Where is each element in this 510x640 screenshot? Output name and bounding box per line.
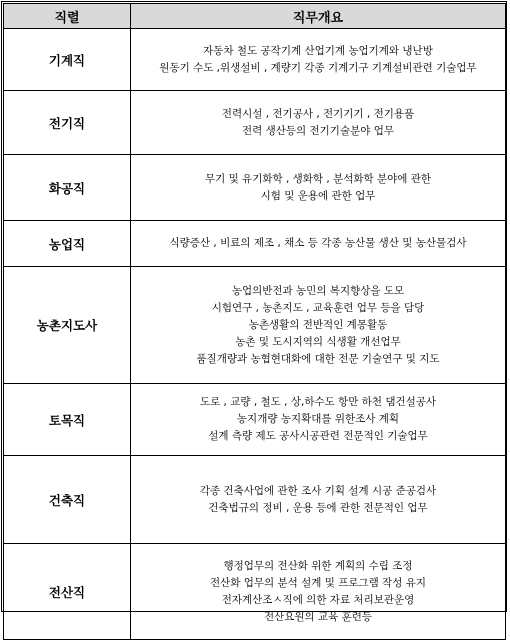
job-name: 전산직 — [4, 544, 131, 640]
job-table-frame — [1, 1, 507, 623]
overview-line: 전력 생산등의 전기기술분야 업무 — [241, 124, 394, 137]
overview-line: 농지개량 농지확대를 위한조사 계획 — [236, 413, 400, 425]
job-name: 농촌지도사 — [4, 267, 131, 384]
job-overview — [131, 91, 506, 155]
job-overview — [131, 544, 506, 640]
job-name: 전기직 — [4, 91, 131, 155]
job-overview — [131, 221, 506, 267]
job-overview — [131, 155, 506, 221]
overview-line: 농촌 및 도시지역의 식생활 개선업무 — [235, 335, 401, 348]
overview-line: 자동차 철도 공작기계 산업기계 농업기계와 냉난방 — [203, 44, 433, 57]
job-description-table — [3, 3, 506, 640]
overview-line: 농촌생활의 전반적인 계몽활동 — [248, 318, 388, 331]
overview-line: 식량증산 , 비료의 제조 , 채소 등 각종 농산물 생산 및 농산물검사 — [169, 237, 467, 249]
overview-line: 전력시설 , 전기공사 , 전기기기 , 전기용품 — [221, 107, 415, 120]
job-overview — [131, 267, 506, 384]
job-overview — [131, 384, 506, 456]
overview-line: 원동기 수도 ,위생설비 , 계량기 각종 기계기구 기계설비관련 기술업무 — [159, 61, 477, 74]
job-name: 토목직 — [4, 384, 131, 456]
table-row — [4, 267, 506, 384]
table-row — [4, 384, 506, 456]
overview-line: 전산요원의 교육 훈련등 — [263, 610, 373, 623]
overview-line: 무기 및 유기화학 , 생화학 , 분석화학 분야에 관한 — [204, 172, 432, 185]
overview-line: 각종 건축사업에 관한 조사 기획 설계 시공 준공검사 — [199, 484, 437, 497]
overview-line: 품질개량과 농협현대화에 대한 전문 기술연구 및 지도 — [196, 352, 440, 365]
overview-line: 건축법규의 정비 , 운용 등에 관한 전문적인 업무 — [208, 501, 428, 514]
job-name: 농업직 — [4, 221, 131, 267]
table-row — [4, 155, 506, 221]
overview-line: 시험연구 , 농촌지도 , 교육훈련 업무 등을 담당 — [211, 301, 425, 314]
header-job-overview: 직무개요 — [131, 4, 506, 29]
overview-line: 행정업무의 전산화 위한 계획의 수립 조정 — [223, 559, 413, 572]
overview-line: 설계 측량 제도 공사시공관련 전문적인 기술업무 — [208, 430, 428, 442]
job-overview — [131, 29, 506, 91]
overview-line: 농업의반전과 농민의 복지향상을 도모 — [231, 284, 405, 297]
job-name: 건축직 — [4, 456, 131, 544]
overview-line: 전산화 업무의 분석 설계 및 프로그램 작성 유지 — [209, 576, 427, 589]
job-name: 화공직 — [4, 155, 131, 221]
header-job-series: 직렬 — [4, 4, 131, 29]
table-row — [4, 544, 506, 640]
table-row — [4, 221, 506, 267]
table-row — [4, 91, 506, 155]
overview-line: 시험 및 운용에 관한 업무 — [260, 189, 376, 202]
overview-line: 도로 , 교량 , 철도 , 상,하수도 항만 하천 댐건설공사 — [199, 396, 437, 408]
table-row — [4, 29, 506, 91]
table-row — [4, 456, 506, 544]
overview-line: 전자계산조ㅅ직에 의한 자료 처리보관운영 — [221, 593, 415, 606]
job-overview — [131, 456, 506, 544]
table-header-row — [4, 4, 506, 29]
job-name: 기계직 — [4, 29, 131, 91]
